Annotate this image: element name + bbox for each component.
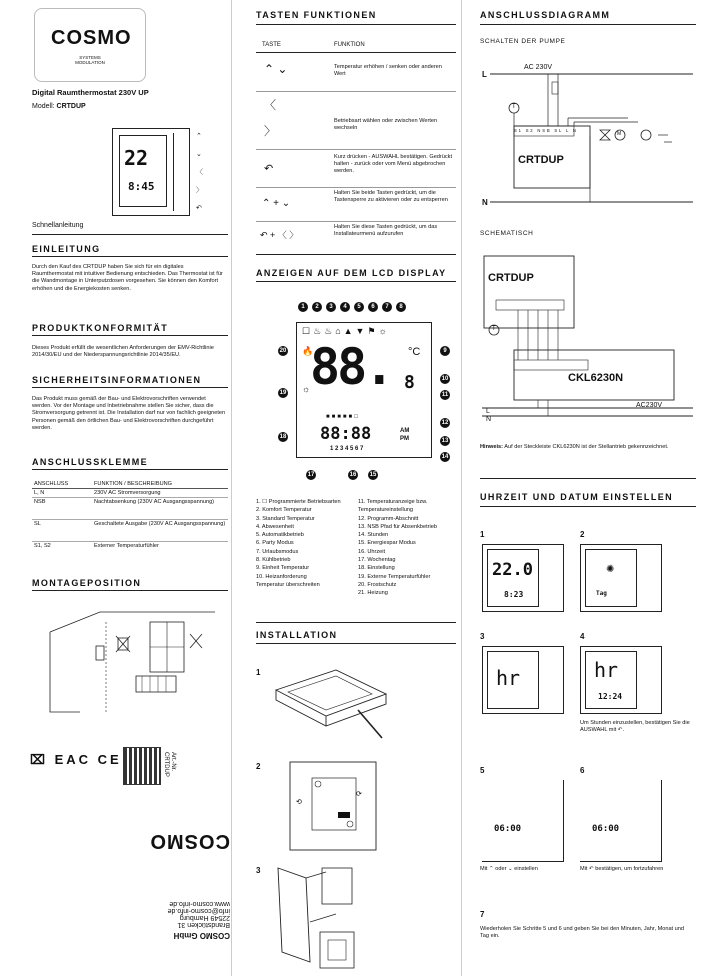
section-keys-title: TASTEN FUNKTIONEN xyxy=(256,10,377,20)
schematic-relay-label: CKL6230N xyxy=(568,372,624,384)
callout-6: 6 xyxy=(368,302,378,312)
clock-step-7-caption: Wiederholen Sie Schritte 5 und 6 und geben Sie bei den Minuten, Jahr, Monat und Tag ein. xyxy=(480,926,684,940)
callout-1: 1 xyxy=(298,302,308,312)
qr-code xyxy=(124,748,160,784)
divider xyxy=(256,24,456,25)
clock-step-5-number: 5 xyxy=(480,766,485,775)
callout-11: 11 xyxy=(441,392,449,398)
clock-step-1-time: 8:23 xyxy=(504,590,524,599)
device-side-arrows: ⌃ ⌄ 〈 〉 ↶ xyxy=(196,133,203,212)
schematic-L-label: L xyxy=(486,408,490,415)
wiring-hint: Hinweis: Auf der Steckleiste CKL6230N ist der Stellantrieb gekennzeichnet. xyxy=(480,444,669,450)
divider xyxy=(480,24,696,25)
wiring-ac-label: AC 230V xyxy=(524,64,553,71)
clock-step-6-number: 6 xyxy=(580,766,585,775)
install-step-2-figure xyxy=(266,760,386,852)
key-enter-text: Kurz drücken - AUSWAHL bestätigen. Gedrückt halten - zurück oder vom Menü abgebrochen werden. xyxy=(334,154,453,175)
divider xyxy=(480,478,696,479)
schematic-T-label: T xyxy=(492,326,496,332)
lcd-am: AM xyxy=(400,428,410,434)
callout-15: 15 xyxy=(369,472,377,478)
clock-step-4-screen xyxy=(585,651,637,709)
terminal-head-col2: FUNKTION / BESCHREIBUNG xyxy=(94,481,173,487)
device-screen-temp: 22 xyxy=(124,146,149,170)
key-up-down-icon: ⌃ ⌄ xyxy=(264,62,288,76)
install-step-3-figure xyxy=(266,862,386,972)
divider xyxy=(256,254,456,255)
section-intro-title: EINLEITUNG xyxy=(32,244,101,254)
key-right-text: Betriebsart wählen oder zwischen Werten wechseln xyxy=(334,118,438,132)
clock-step-7-number: 7 xyxy=(480,910,485,919)
key-right-icon: 〉 xyxy=(264,124,277,138)
svg-text:⟲: ⟲ xyxy=(296,799,302,806)
callout-12: 12 xyxy=(441,420,449,426)
section-safety-title: SICHERHEITSINFORMATIONEN xyxy=(32,375,202,385)
clock-step-1-screen xyxy=(487,549,539,607)
divider xyxy=(256,52,456,53)
lcd-flame-icon: 🔥 xyxy=(302,346,314,356)
company-email: info@cosmo-info.de xyxy=(167,907,230,914)
column-left xyxy=(0,0,232,976)
clock-step-6-device xyxy=(580,780,662,862)
lcd-mode-icons: ☐♨♨⌂▲▼⚑☼ xyxy=(302,326,390,336)
company-web: www.cosmo-info.de xyxy=(169,900,230,907)
product-title: Digital Raumthermostat 230V UP xyxy=(32,88,149,97)
clock-step-6-time: 06:00 xyxy=(592,824,620,834)
section-conformity-title: PRODUKTKONFORMITÄT xyxy=(32,323,169,333)
callout-18: 18 xyxy=(279,434,287,440)
clock-step-3-number: 3 xyxy=(480,632,485,641)
key-row-right xyxy=(256,118,456,150)
lcd-diagram xyxy=(276,296,456,486)
callout-16: 16 xyxy=(349,472,357,478)
wiring-device-label: CRTDUP xyxy=(518,154,564,166)
compliance-marks: ⌧ EAC CE xyxy=(30,752,122,767)
manual-label: Schnellanleitung xyxy=(32,222,84,229)
key-row-up-down xyxy=(256,56,456,92)
section-safety-text: Das Produkt muss gemäß der Bau- und Elektrovorschriften verwendet werden. Vor der Montage und Inbetriebnahme stellen Sie sicher, dass die Stromversorgung getrennt ist. Die Installation darf nur von fachlich geeigneten Personen gemäß den örtlichen Bau- und Elektrovorschriften durchgeführt werden. xyxy=(32,396,226,431)
key-row-installer xyxy=(256,224,456,248)
wiring-N-label: N xyxy=(482,198,488,207)
callout-17: 17 xyxy=(307,472,315,478)
clock-step-5-device xyxy=(482,780,564,862)
install-step-1: 1 xyxy=(256,668,261,677)
callout-14: 14 xyxy=(441,454,449,460)
wiring-L-label: L xyxy=(482,70,487,79)
lcd-program-blocks: ■■■■■□ xyxy=(326,414,360,420)
device-buttons xyxy=(173,133,187,211)
clock-step-2-device xyxy=(580,544,662,612)
clock-step-3-hr: hr xyxy=(496,666,521,690)
clock-step-5-caption: Mit ⌃ oder ⌄ einstellen xyxy=(480,866,538,872)
schematic-ac-label: AC230V xyxy=(636,402,663,409)
key-left-icon: 〈 xyxy=(264,98,277,112)
clock-step-2-screen xyxy=(585,549,637,607)
keys-head-key: TASTE xyxy=(262,42,281,48)
terminal-head-col1: ANSCHLUSS xyxy=(34,481,69,487)
clock-step-3-screen xyxy=(487,651,539,709)
table-row: L, N 230V AC Stromversorgung xyxy=(32,489,228,498)
lcd-small-digit: 8 xyxy=(404,372,415,393)
table-row: S1, S2 Externer Temperaturfühler xyxy=(34,543,159,549)
lcd-unit: °C xyxy=(408,346,421,358)
lcd-sun-icon: ☼ xyxy=(302,384,311,394)
clock-step-2-day: Tag xyxy=(596,590,607,597)
section-intro-text: Durch den Kauf des CRTDUP haben Sie sich für ein digitales Raumthermostat mit intuitiver Bedienung entschieden. Das Thermostat ist für die Wandmontage in Unterputzdosen vorgesehen. Sie können den Komfort erhöhen und die Energiekosten senken. xyxy=(32,264,223,292)
wiring-T-label: T xyxy=(512,104,516,110)
brand-tagline: SYSTEMS MODULATION xyxy=(75,55,105,65)
section-lcd-title: ANZEIGEN AUF DEM LCD DISPLAY xyxy=(256,268,447,278)
wiring-terminals: S1 S2 NSB SL L N xyxy=(514,128,578,133)
callout-13: 13 xyxy=(441,438,449,444)
key-installer-icon: ↶ + 〈 〉 xyxy=(260,230,299,240)
callout-20: 20 xyxy=(279,348,287,354)
company-name: COSMO GmbH xyxy=(173,931,230,940)
divider xyxy=(256,622,456,623)
lcd-main-digits: 88. xyxy=(310,338,392,396)
mount-diagram xyxy=(40,602,220,722)
company-block xyxy=(110,800,230,940)
clock-step-5-time: 06:00 xyxy=(494,824,522,834)
section-mount-title: MONTAGEPOSITION xyxy=(32,578,142,588)
callout-7: 7 xyxy=(382,302,392,312)
callout-5: 5 xyxy=(354,302,364,312)
clock-step-1-number: 1 xyxy=(480,530,485,539)
lcd-legend-right: 11. Temperaturanzeige bzw. Temperatureinstellung 12. Programm-Abschnitt 13. NSB Pfad für Absenkbetrieb 14. Stunden 15. Energiespar Modus 16. Uhrzeit 17. Wochentag 18. Einstellung 19. Externe Temperaturfühler 20. Frostschutz 21. Heizung xyxy=(358,499,437,597)
lcd-pm: PM xyxy=(400,436,409,442)
callout-9: 9 xyxy=(440,346,450,356)
device-screen-time: 8:45 xyxy=(128,180,155,193)
lcd-days: 1 2 3 4 5 6 7 xyxy=(330,446,364,452)
svg-text:⟳: ⟳ xyxy=(356,791,362,798)
section-wiring-title: ANSCHLUSSDIAGRAMM xyxy=(480,10,611,20)
callout-10: 10 xyxy=(441,376,449,382)
schematic-N-label: N xyxy=(486,416,492,423)
wiring-subtitle-2: SCHEMATISCH xyxy=(480,230,534,237)
terminal-table-head xyxy=(32,480,228,489)
section-install-title: INSTALLATION xyxy=(256,630,338,640)
section-clock-title: UHRZEIT UND DATUM EINSTELLEN xyxy=(480,492,674,502)
company-street: Brandstücken 31 xyxy=(177,921,230,928)
divider xyxy=(32,256,228,257)
key-enter-icon: ↶ xyxy=(264,163,274,175)
section-terminal-title: ANSCHLUSSKLEMME xyxy=(32,457,149,467)
divider xyxy=(32,234,228,235)
divider xyxy=(256,281,456,282)
lcd-legend-left: 1. ☐ Programmierte Betriebsarten 2. Komfort Temperatur 3. Standard Temperatur 4. Abwesenheit 5. Automatikbetrieb 6. Party Modus 7. Urlaubsmodus 8. Kühlbetrieb 9. Einheit Temperatur 10. Heizanforderung Temperatur überschreiten xyxy=(256,499,341,588)
article-code: Art.-Nr. CRTDUP xyxy=(163,752,176,777)
key-row-enter xyxy=(256,152,456,188)
install-step-2: 2 xyxy=(256,762,261,771)
install-step-3: 3 xyxy=(256,866,261,875)
clock-step-3-device xyxy=(482,646,564,714)
keys-head-function: FUNKTION xyxy=(334,42,365,48)
callout-4: 4 xyxy=(340,302,350,312)
table-row: SL Geschaltete Ausgabe (230V AC Ausgangsspannung) xyxy=(32,520,228,542)
clock-step-4-caption: Um Stunden einzustellen, bestätigen Sie die AUSWAHL mit ↶. xyxy=(580,720,690,734)
device-screen xyxy=(119,135,167,207)
wiring-subtitle-1: SCHALTEN DER PUMPE xyxy=(480,38,566,45)
column-middle xyxy=(236,0,462,976)
divider xyxy=(32,335,228,336)
install-step-1-figure xyxy=(266,660,396,742)
callout-2: 2 xyxy=(312,302,322,312)
device-illustration xyxy=(112,128,190,216)
table-row: NSB Nachtabsenkung (230V AC Ausgangsspannung) xyxy=(32,498,228,520)
brand-logo: COSMO xyxy=(51,27,132,49)
clock-step-1-device xyxy=(482,544,564,612)
divider xyxy=(256,643,456,644)
callout-19: 19 xyxy=(279,390,287,396)
lcd-time-digits: 88:88 xyxy=(320,424,372,444)
divider xyxy=(32,387,228,388)
clock-step-4-time: 12:24 xyxy=(598,692,623,701)
clock-step-2-blink-icon: ✺ xyxy=(606,564,615,575)
divider xyxy=(480,506,696,507)
divider xyxy=(32,469,228,470)
schematic-device-label: CRTDUP xyxy=(488,272,534,284)
brand-logo-bottom: COSMO xyxy=(149,830,230,852)
clock-step-2-number: 2 xyxy=(580,530,585,539)
key-installer-text: Halten Sie diese Tasten gedrückt, um das Installateurmenü aufzurufen xyxy=(334,224,438,238)
column-right xyxy=(468,0,702,976)
wiring-M-label: M xyxy=(617,131,622,137)
callout-3: 3 xyxy=(326,302,336,312)
key-row-left xyxy=(256,92,456,118)
wiring-diagram-pump xyxy=(478,56,698,216)
key-row-lock xyxy=(256,190,456,222)
key-lock-text: Halten Sie beide Tasten gedrückt, um die Tastensperre zu aktivieren oder zu entsperren xyxy=(334,190,448,204)
company-city: 22549 Hamburg xyxy=(179,914,230,921)
callout-8: 8 xyxy=(396,302,406,312)
section-conformity-text: Dieses Produkt erfüllt die wesentlichen Anforderungen der EMV-Richtlinie 2014/30/EU und der Niederspannungsrichtlinie 2014/35/EU. xyxy=(32,345,214,359)
terminal-table xyxy=(32,480,228,550)
key-lock-icon: ⌃ + ⌄ xyxy=(262,198,291,209)
model-line: Modell: CRTDUP xyxy=(32,103,86,110)
clock-step-4-device xyxy=(580,646,662,714)
key-up-down-text: Temperatur erhöhen / senken oder anderen Wert xyxy=(334,64,442,78)
clock-step-1-temp: 22.0 xyxy=(492,560,533,580)
logo-card xyxy=(34,8,146,82)
clock-step-4-hr: hr xyxy=(594,658,619,682)
divider xyxy=(32,590,228,591)
clock-step-4-number: 4 xyxy=(580,632,585,641)
clock-step-6-caption: Mit ↶ bestätigen, um fortzufahren xyxy=(580,866,664,872)
